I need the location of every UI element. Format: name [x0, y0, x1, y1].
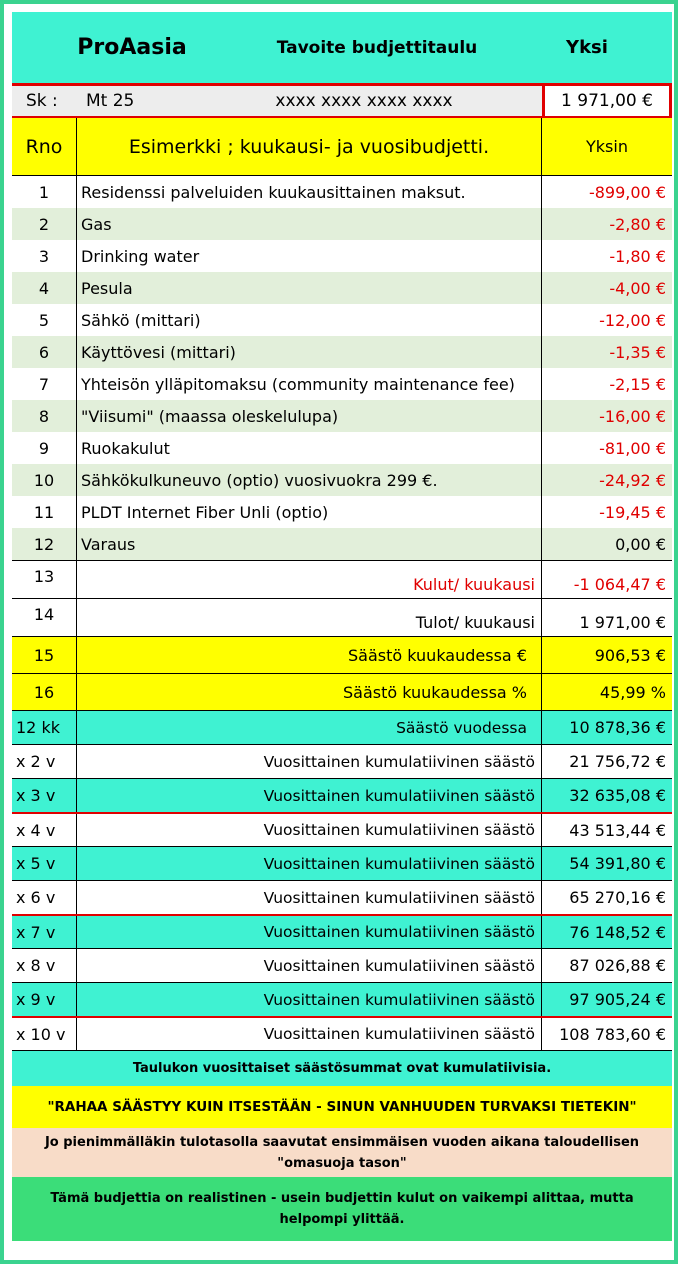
row-number: 9 — [12, 432, 77, 464]
table-row — [12, 336, 672, 368]
cumulative-amount: 76 148,52 € — [569, 922, 666, 942]
cumulative-row — [12, 778, 672, 812]
table-header — [12, 118, 672, 176]
brand-title: ProAasia — [77, 35, 187, 60]
row-number: 14 — [12, 599, 77, 636]
saving-eur-amount: 906,53 € — [594, 645, 666, 665]
row-number: 6 — [12, 336, 77, 368]
row-number: 1 — [12, 176, 77, 208]
row-amount: -19,45 € — [599, 502, 666, 522]
row-description: Gas — [77, 208, 542, 240]
row-description: Drinking water — [77, 240, 542, 272]
row-amount: -2,80 € — [609, 214, 666, 234]
row-amount: -1,35 € — [609, 342, 666, 362]
costs-amount: -1 064,47 € — [573, 575, 666, 594]
table-row — [12, 368, 672, 400]
cumulative-label: Vuosittainen kumulatiivinen säästö — [77, 983, 542, 1016]
budget-sheet — [12, 12, 672, 1241]
row-description: PLDT Internet Fiber Unli (optio) — [77, 496, 542, 528]
cumulative-amount: 54 391,80 € — [569, 854, 666, 873]
cumulative-period: x 6 v — [12, 881, 77, 914]
row-description: "Viisumi" (maassa oleskelulupa) — [77, 400, 542, 432]
realistic-note: Tämä budjettia on realistinen - usein budjettin kulut on vaikempi alittaa, mutta helpompi ylittää. — [12, 1177, 672, 1241]
row-description: Yhteisön ylläpitomaksu (community maintenance fee) — [77, 368, 542, 400]
cumulative-period: 12 kk — [12, 711, 77, 744]
cumulative-note: Taulukon vuosittaiset säästösummat ovat kumulatiivisia. — [12, 1050, 672, 1086]
cumulative-amount: 32 635,08 € — [569, 786, 666, 805]
table-row — [12, 240, 672, 272]
row-amount: -2,15 € — [609, 374, 666, 394]
cumulative-period: x 8 v — [12, 949, 77, 982]
table-row — [12, 272, 672, 304]
cumulative-amount: 97 905,24 € — [569, 990, 666, 1009]
saving-eur-label: Säästö kuukaudessa € — [77, 637, 542, 673]
row-number: 10 — [12, 464, 77, 496]
saving-eur-row — [12, 636, 672, 673]
account-label: Sk : — [26, 91, 58, 111]
account-row — [12, 83, 672, 118]
row-amount: -1,80 € — [609, 246, 666, 266]
row-number: 4 — [12, 272, 77, 304]
cumulative-amount: 10 878,36 € — [569, 718, 666, 737]
table-row — [12, 208, 672, 240]
title-column-label: Yksi — [566, 37, 608, 58]
header-no: Rno — [12, 118, 77, 175]
row-amount: 0,00 € — [615, 534, 666, 554]
row-number: 12 — [12, 528, 77, 560]
cumulative-row — [12, 744, 672, 778]
cumulative-period: x 5 v — [12, 847, 77, 880]
cumulative-amount: 21 756,72 € — [569, 752, 666, 771]
cumulative-label: Vuosittainen kumulatiivinen säästö — [77, 949, 542, 982]
cumulative-label: Vuosittainen kumulatiivinen säästö — [77, 881, 542, 914]
saving-pct-label: Säästö kuukaudessa % — [77, 674, 542, 710]
row-number: 13 — [12, 561, 77, 598]
saving-pct-amount: 45,99 % — [599, 682, 666, 702]
quote-banner: "RAHAA SÄÄSTYY KUIN ITSESTÄÄN - SINUN VANHUUDEN TURVAKSI TIETEKIN" — [12, 1086, 672, 1128]
row-amount: -81,00 € — [599, 438, 666, 458]
row-description: Käyttövesi (mittari) — [77, 336, 542, 368]
cumulative-period: x 9 v — [12, 983, 77, 1016]
table-row — [12, 400, 672, 432]
income-row — [12, 598, 672, 636]
row-number: 15 — [12, 637, 77, 673]
cumulative-period: x 7 v — [12, 916, 77, 948]
row-amount: -24,92 € — [599, 470, 666, 490]
saving-pct-row — [12, 673, 672, 710]
cumulative-period: x 10 v — [12, 1018, 77, 1050]
header-amount: Yksin — [586, 137, 628, 156]
cumulative-row — [12, 948, 672, 982]
cumulative-label: Vuosittainen kumulatiivinen säästö — [77, 916, 542, 948]
costs-label: Kulut/ kuukausi — [77, 561, 542, 598]
cumulative-label: Säästö vuodessa — [77, 711, 542, 744]
title-row — [12, 12, 672, 83]
row-number: 7 — [12, 368, 77, 400]
cumulative-row — [12, 812, 672, 846]
row-description: Ruokakulut — [77, 432, 542, 464]
table-row — [12, 496, 672, 528]
table-row — [12, 528, 672, 560]
row-number: 11 — [12, 496, 77, 528]
cumulative-amount: 87 026,88 € — [569, 956, 666, 975]
row-number: 16 — [12, 674, 77, 710]
row-amount: -16,00 € — [599, 406, 666, 426]
sheet-subtitle: Tavoite budjettitaulu — [276, 37, 478, 58]
row-amount: -12,00 € — [599, 310, 666, 330]
row-description: Residenssi palveluiden kuukausittainen maksut. — [77, 176, 542, 208]
cumulative-row — [12, 846, 672, 880]
table-row — [12, 176, 672, 208]
row-description: Sähkö (mittari) — [77, 304, 542, 336]
cumulative-label: Vuosittainen kumulatiivinen säästö — [77, 779, 542, 812]
account-info — [12, 86, 542, 116]
row-number: 5 — [12, 304, 77, 336]
row-description: Pesula — [77, 272, 542, 304]
costs-row — [12, 560, 672, 598]
row-number: 2 — [12, 208, 77, 240]
account-code: Mt 25 — [86, 91, 135, 111]
row-amount: -899,00 € — [588, 182, 666, 202]
cumulative-period: x 4 v — [12, 814, 77, 846]
cumulative-amount: 108 783,60 € — [559, 1024, 666, 1044]
cumulative-row — [12, 710, 672, 744]
cumulative-label: Vuosittainen kumulatiivinen säästö — [77, 814, 542, 846]
table-row — [12, 464, 672, 496]
cumulative-amount: 43 513,44 € — [569, 820, 666, 840]
cumulative-label: Vuosittainen kumulatiivinen säästö — [77, 745, 542, 778]
row-number: 3 — [12, 240, 77, 272]
table-row — [12, 304, 672, 336]
cumulative-row — [12, 880, 672, 914]
income-note: Jo pienimmälläkin tulotasolla saavutat ensimmäisen vuoden aikana taloudellisen "omasuoja tason" — [12, 1128, 672, 1177]
income-amount: 1 971,00 € — [579, 613, 666, 632]
cumulative-label: Vuosittainen kumulatiivinen säästö — [77, 847, 542, 880]
cumulative-amount: 65 270,16 € — [569, 888, 666, 907]
account-amount: 1 971,00 € — [542, 86, 672, 116]
income-label: Tulot/ kuukausi — [77, 599, 542, 636]
cumulative-period: x 2 v — [12, 745, 77, 778]
row-number: 8 — [12, 400, 77, 432]
row-description: Varaus — [77, 528, 542, 560]
cumulative-row — [12, 914, 672, 948]
cumulative-row — [12, 1016, 672, 1050]
cumulative-row — [12, 982, 672, 1016]
account-number: xxxx xxxx xxxx xxxx — [275, 91, 453, 111]
table-row — [12, 432, 672, 464]
row-description: Sähkökulkuneuvo (optio) vuosivuokra 299 €. — [77, 464, 542, 496]
cumulative-period: x 3 v — [12, 779, 77, 812]
cumulative-label: Vuosittainen kumulatiivinen säästö — [77, 1018, 542, 1050]
header-description: Esimerkki ; kuukausi- ja vuosibudjetti. — [77, 118, 542, 175]
row-amount: -4,00 € — [609, 278, 666, 298]
